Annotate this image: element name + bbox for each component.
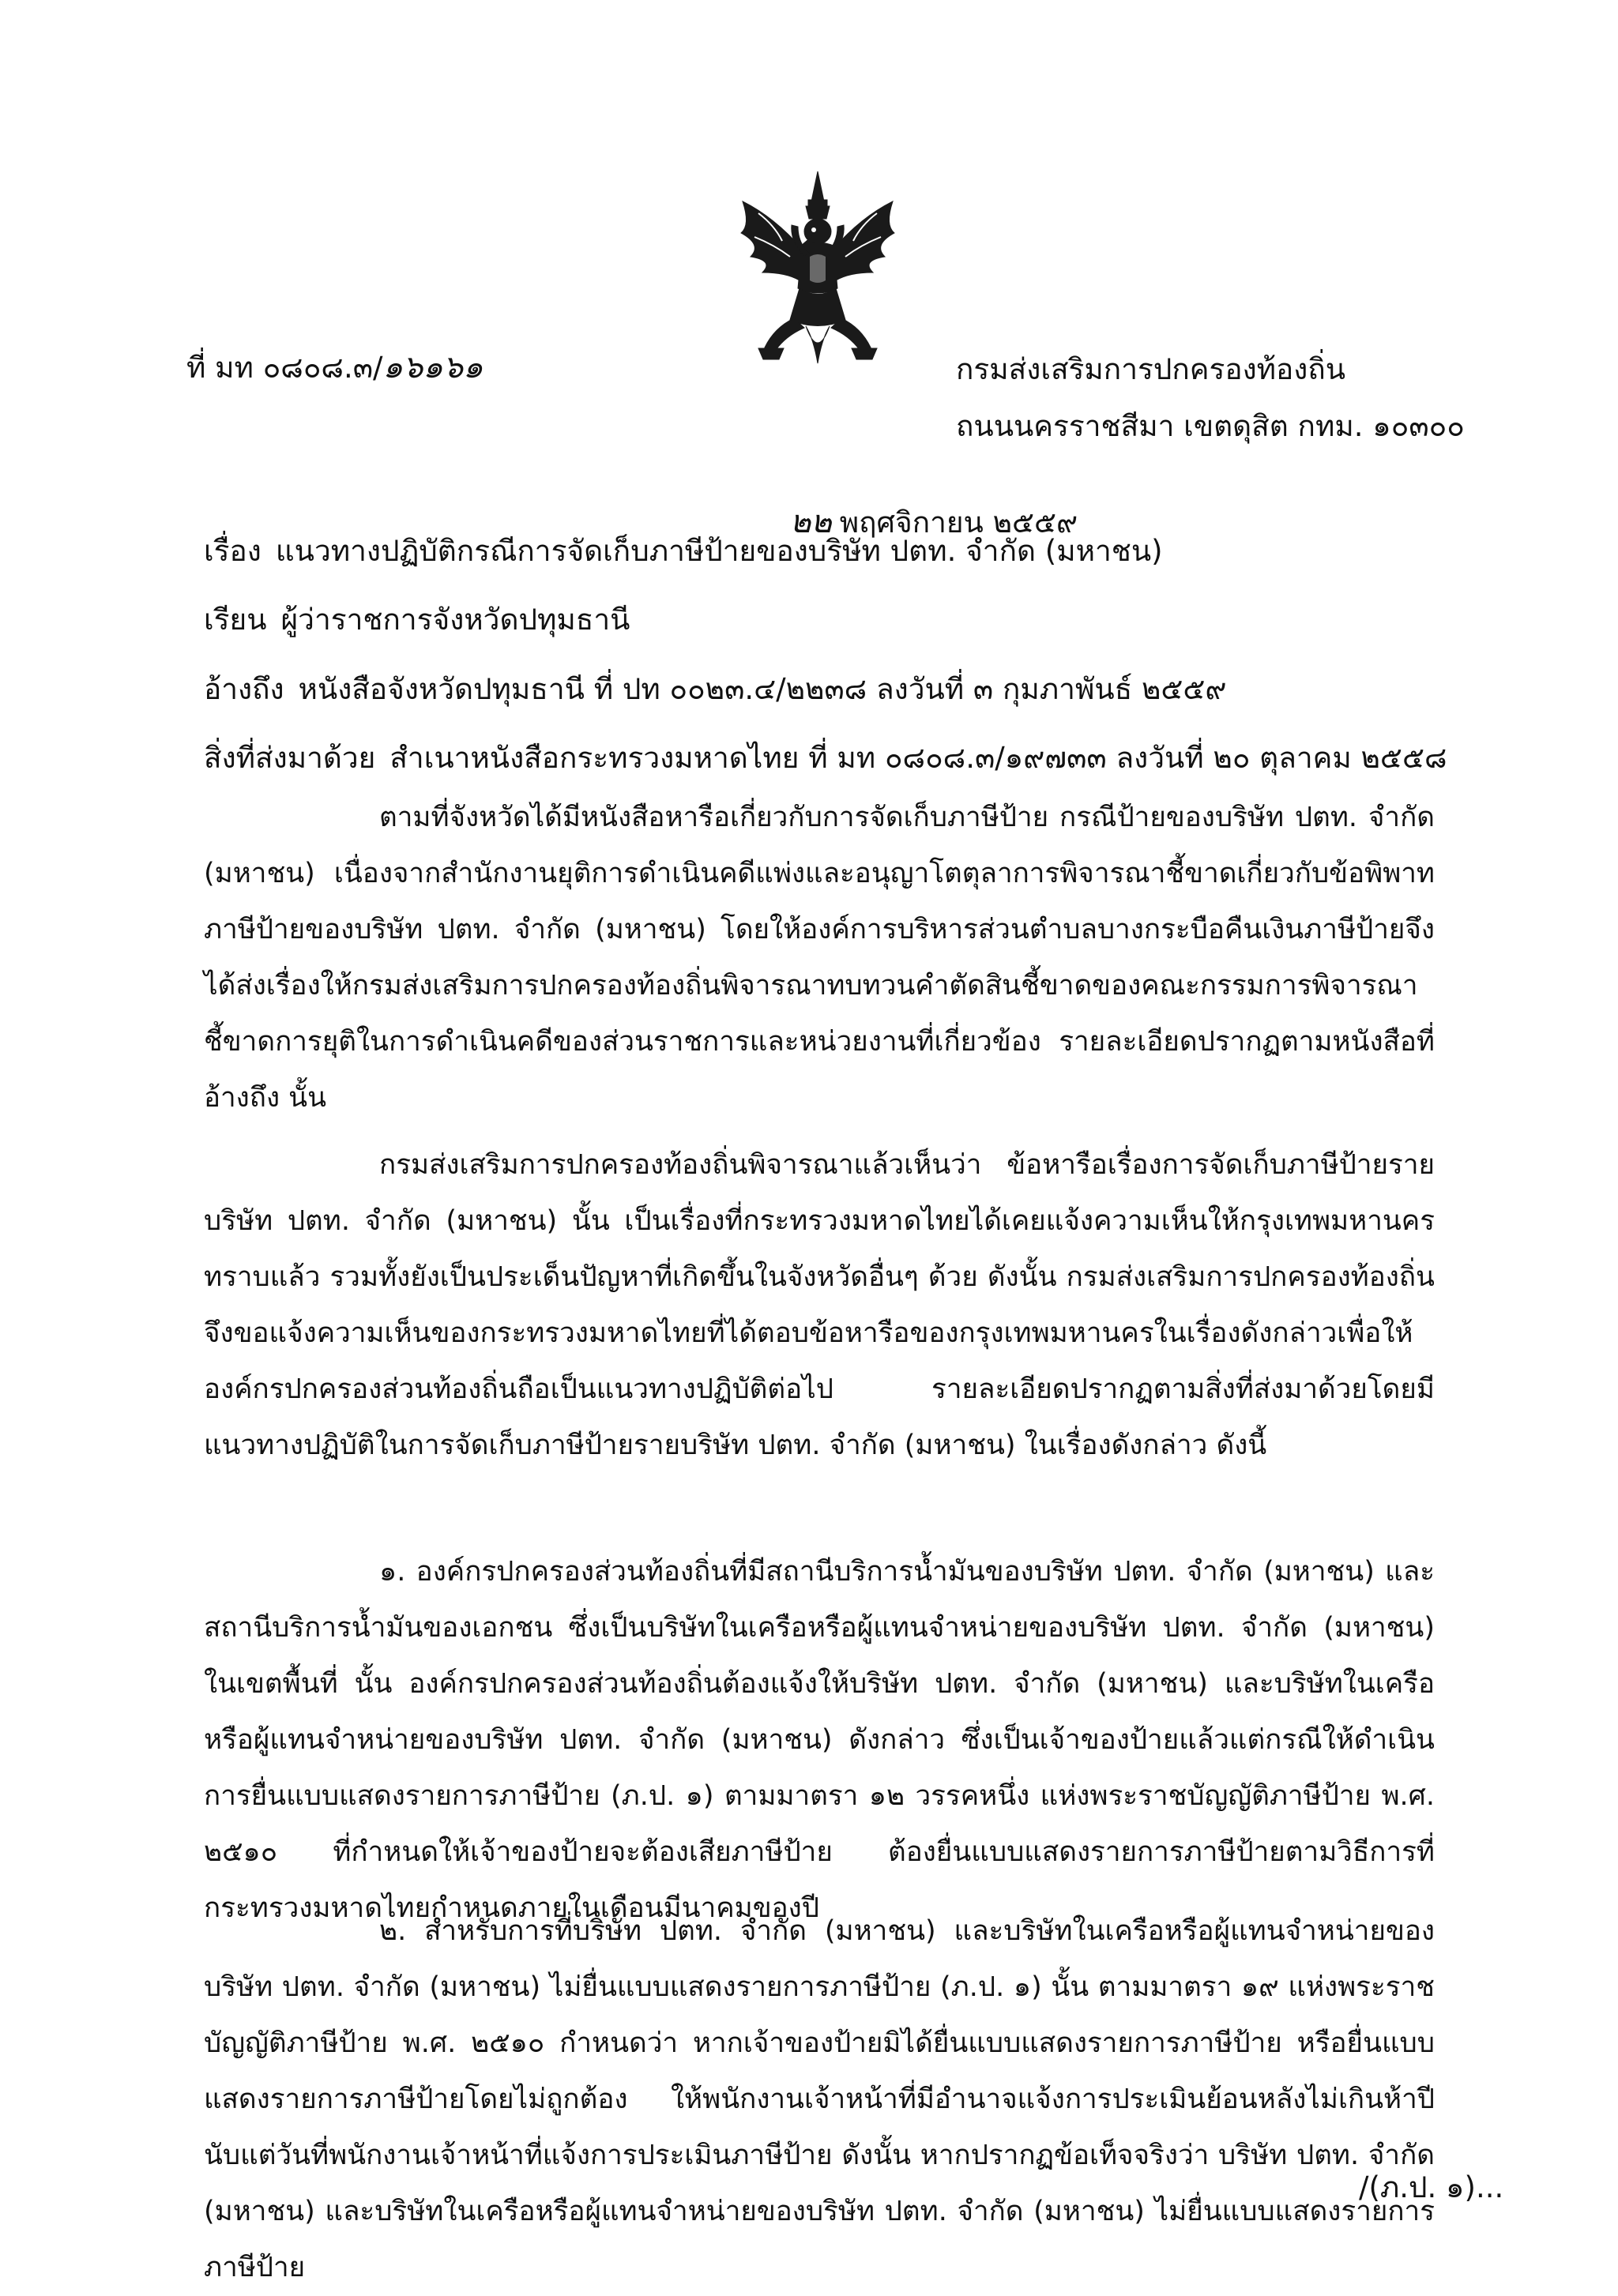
recipient-label: เรียน (204, 603, 267, 637)
page-continuation: /(ภ.ป. ๑)... (1359, 2170, 1504, 2204)
subject-label: เรื่อง (204, 534, 262, 568)
subject-line (204, 528, 1163, 574)
recipient-line (204, 596, 630, 643)
document-number (186, 341, 483, 392)
garuda-emblem-icon (727, 170, 909, 367)
reference-line (204, 666, 1226, 712)
subject-text: แนวทางปฏิบัติกรณีการจัดเก็บภาษีป้ายของบริษัท ปตท. จำกัด (มหาชน) (275, 534, 1163, 568)
enclosure-label: สิ่งที่ส่งมาด้วย (204, 741, 376, 775)
enclosure-text: สำเนาหนังสือกระทรวงมหาดไทย ที่ มท ๐๘๐๘.๓/๑๙๗๓๓ ลงวันที่ ๒๐ ตุลาคม ๒๕๕๘ (389, 741, 1447, 775)
sender-street-address: ถนนนครราชสีมา เขตดุสิต กทม. ๑๐๓๐๐ (956, 409, 1465, 443)
date-month-year: พฤศจิกายน ๒๕๕๙ (839, 505, 1078, 539)
body-paragraph-item-2: ๒. สำหรับการที่บริษัท ปตท. จำกัด (มหาชน) และบริษัทในเครือหรือผู้แทนจำหน่ายของบริษัท ปตท. จำกัด (มหาชน) ไม่ยื่นแบบแสดงรายการภาษีป้าย (ภ.ป. ๑) นั้น ตามมาตรา ๑๙ แห่งพระราชบัญญัติภาษีป้าย พ.ศ. ๒๕๑๐ กำหนดว่า หากเจ้าของป้ายมิได้ยื่นแบบแสดงรายการภาษีป้าย หรือยื่นแบบแสดงรายการภาษีป้ายโดยไม่ถูกต้อง ให้พนักงานเจ้าหน้าที่มีอำนาจแจ้งการประเมินย้อนหลังไม่เกินห้าปีนับแต่วันที่พนักงานเจ้าหน้าที่แจ้งการประเมินภาษีป้าย ดังนั้น หากปรากฏข้อเท็จจริงว่า บริษัท ปตท. จำกัด (มหาชน) และบริษัทในเครือหรือผู้แทนจำหน่ายของบริษัท ปตท. จำกัด (มหาชน) ไม่ยื่นแบบแสดงรายการภาษีป้าย (204, 1915, 1435, 2283)
document-number-handwritten: ๑๖๑๖๑ (382, 349, 484, 385)
reference-text: หนังสือจังหวัดปทุมธานี ที่ ปท ๐๐๒๓.๔/๒๒๓๘ ลงวันที่ ๓ กุมภาพันธ์ ๒๕๕๙ (298, 672, 1227, 706)
document-number-label: ที่ มท ๐๘๐๘.๓/ (186, 351, 383, 385)
body-paragraph-1: ตามที่จังหวัดได้มีหนังสือหารือเกี่ยวกับการจัดเก็บภาษีป้าย กรณีป้ายของบริษัท ปตท. จำกัด (มหาชน) เนื่องจากสำนักงานยุติการดำเนินคดีแพ่งและอนุญาโตตุลาการพิจารณาชี้ขาดเกี่ยวกับข้อพิพาทภาษีป้ายของบริษัท ปตท. จำกัด (มหาชน) โดยให้องค์การบริหารส่วนตำบลบางกระบือคืนเงินภาษีป้ายจึงได้ส่งเรื่องให้กรมส่งเสริมการปกครองท้องถิ่นพิจารณาทบทวนคำตัดสินชี้ขาดของคณะกรรมการพิจารณาชี้ขาดการยุติในการดำเนินคดีของส่วนราชการและหน่วยงานที่เกี่ยวข้อง รายละเอียดปรากฏตามหนังสือที่อ้างถึง นั้น (204, 802, 1435, 1114)
sender-organization: กรมส่งเสริมการปกครองท้องถิ่น (956, 352, 1346, 386)
body-paragraph-item-1: ๑. องค์กรปกครองส่วนท้องถิ่นที่มีสถานีบริการน้ำมันของบริษัท ปตท. จำกัด (มหาชน) และสถานีบริการน้ำมันของเอกชน ซึ่งเป็นบริษัทในเครือหรือผู้แทนจำหน่ายของบริษัท ปตท. จำกัด (มหาชน) ในเขตพื้นที่ นั้น องค์กรปกครองส่วนท้องถิ่นต้องแจ้งให้บริษัท ปตท. จำกัด (มหาชน) และบริษัทในเครือหรือผู้แทนจำหน่ายของบริษัท ปตท. จำกัด (มหาชน) ดังกล่าว ซึ่งเป็นเจ้าของป้ายแล้วแต่กรณีให้ดำเนินการยื่นแบบแสดงรายการภาษีป้าย (ภ.ป. ๑) ตามมาตรา ๑๒ วรรคหนึ่ง แห่งพระราชบัญญัติภาษีป้าย พ.ศ. ๒๕๑๐ ที่กำหนดให้เจ้าของป้ายจะต้องเสียภาษีป้าย ต้องยื่นแบบแสดงรายการภาษีป้ายตามวิธีการที่กระทรวงมหาดไทยกำหนดภายในเดือนมีนาคมของปี (204, 1556, 1435, 1924)
reference-label: อ้างถึง (204, 672, 284, 706)
body-paragraph-2: กรมส่งเสริมการปกครองท้องถิ่นพิจารณาแล้วเห็นว่า ข้อหารือเรื่องการจัดเก็บภาษีป้ายรายบริษัท ปตท. จำกัด (มหาชน) นั้น เป็นเรื่องที่กระทรวงมหาดไทยได้เคยแจ้งความเห็นให้กรุงเทพมหานครทราบแล้ว รวมทั้งยังเป็นประเด็นปัญหาที่เกิดขึ้นในจังหวัดอื่นๆ ด้วย ดังนั้น กรมส่งเสริมการปกครองท้องถิ่นจึงขอแจ้งความเห็นของกระทรวงมหาดไทยที่ได้ตอบข้อหารือของกรุงเทพมหานครในเรื่องดังกล่าวเพื่อให้องค์กรปกครองส่วนท้องถิ่นถือเป็นแนวทางปฏิบัติต่อไป รายละเอียดปรากฏตามสิ่งที่ส่งมาด้วยโดยมีแนวทางปฏิบัติในการจัดเก็บภาษีป้ายรายบริษัท ปตท. จำกัด (มหาชน) ในเรื่องดังกล่าว ดังนี้ (204, 1149, 1435, 1461)
recipient-text: ผู้ว่าราชการจังหวัดปทุมธานี (280, 603, 630, 637)
enclosure-line (204, 735, 1447, 781)
sender-address (956, 341, 1465, 455)
date-day-handwritten: ๒๒ (790, 504, 832, 540)
